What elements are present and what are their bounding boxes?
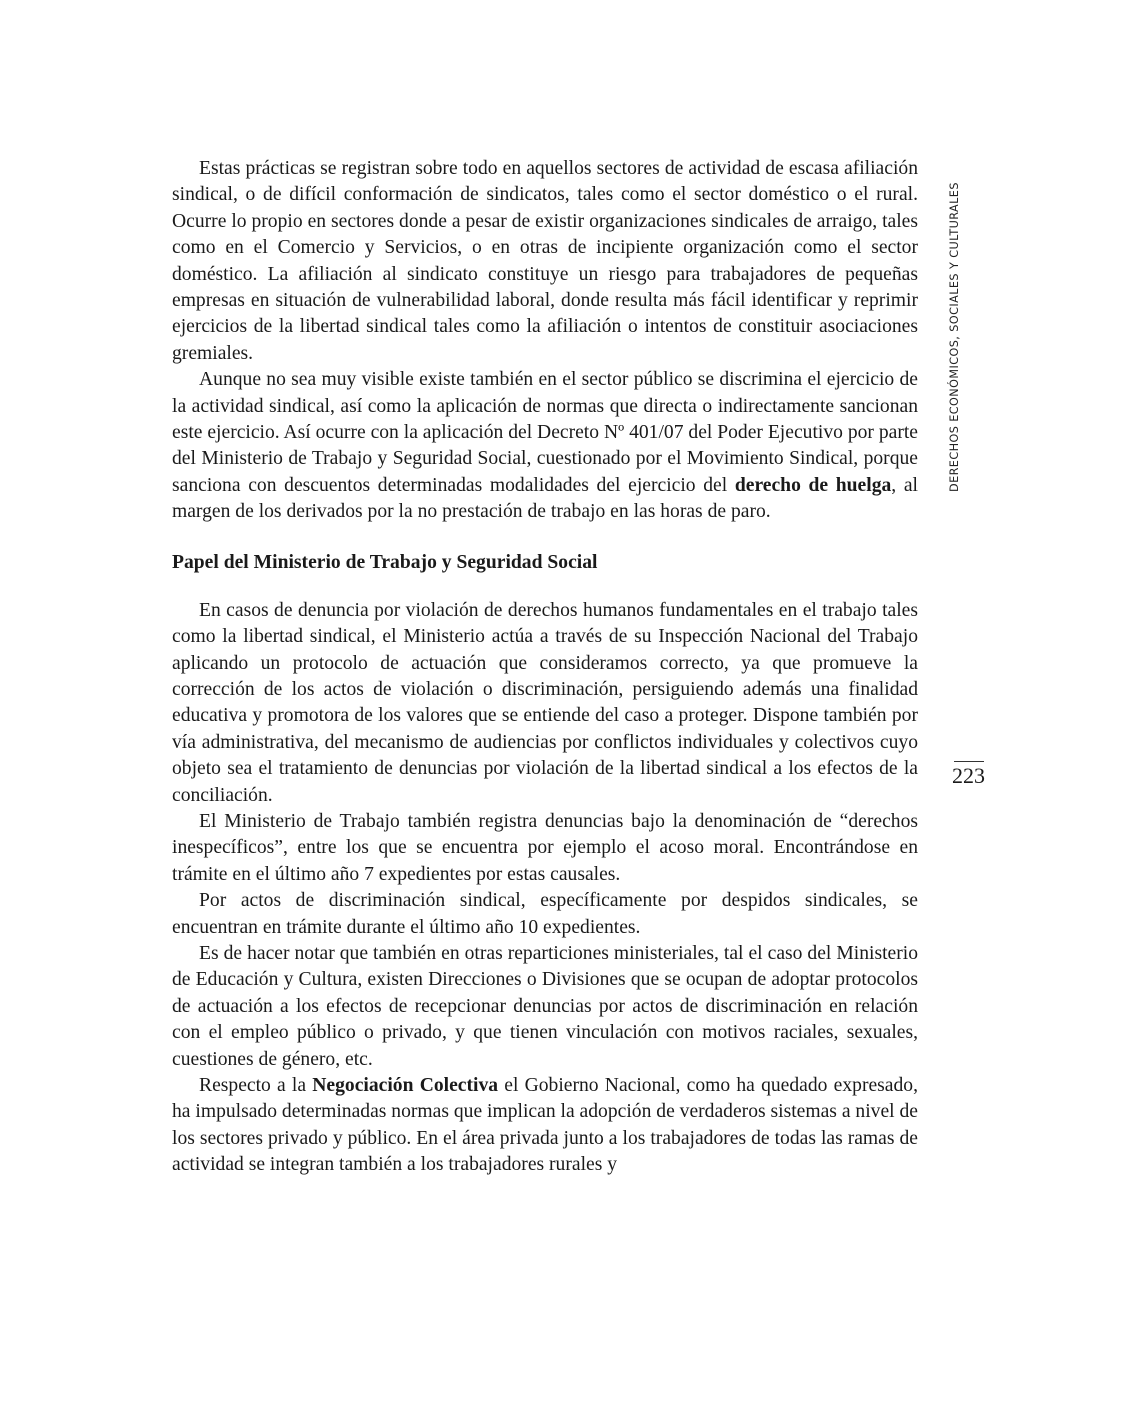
paragraph-2 <box>172 367 918 525</box>
paragraph-5: Por actos de discriminación sindical, específicamente por despidos sindicales, se encuentran en trámite durante el último año 10 expedientes. <box>172 890 918 938</box>
bold-term-negociacion-colectiva: Negociación Colectiva <box>312 1075 499 1096</box>
bold-term-derecho-de-huelga: derecho de huelga <box>734 474 892 496</box>
paragraph-1: Estas prácticas se registran sobre todo en aquellos sectores de actividad de escasa afiliación sindical, o de difícil conformación de sindicatos, tales como el sector doméstico o el rural. Ocurre lo propio en sectores donde a pesar de existir organizaciones sindicales de arraigo, tales como en el Comercio y Servicios, o en otras de incipiente organización como el sector doméstico. La afiliación al sindicato constituye un riesgo para trabajadores de pequeñas empresas en situación de vulnerabilidad laboral, donde resulta más fácil identificar y reprimir ejercicios de la libertad sindical tales como la afiliación o intentos de constituir asociaciones gremiales. <box>172 158 918 364</box>
paragraph-7 <box>172 1073 918 1179</box>
paragraph-7-text-end: el Gobierno Nacional, como ha quedado expresado, ha impulsado determinadas normas que implican la adopción de verdaderos sistemas a nivel de los sectores privado y público. En el área privada junto a los trabajadores de todas las ramas de actividad se integran también a los trabajadores rurales y <box>172 1075 918 1176</box>
paragraph-6: Es de hacer notar que también en otras reparticiones ministeriales, tal el caso del Ministerio de Educación y Cultura, existen Direcciones o Divisiones que se ocupan de adoptar protocolos de actuación a los efectos de recepcionar denuncias por actos de discriminación en relación con el empleo público o privado, y que tienen vinculación con motivos raciales, sexuales, cuestiones de género, etc. <box>172 942 918 1070</box>
paragraph-4: El Ministerio de Trabajo también registra denuncias bajo la denominación de “derechos inespecíficos”, entre los que se encuentra por ejemplo el acoso moral. Encontrándose en trámite en el último año 7 expedientes por estas causales. <box>172 810 918 885</box>
paragraph-2-text-start: Aunque no sea muy visible existe también en el sector público se discrimina el ejercicio de la actividad sindical, así como la aplicación de normas que directa o indirectamente sancionan este ejercicio. Así ocurre con la aplicación del Decreto Nº 401/07 del Poder Ejecutivo por parte del Ministerio de Trabajo y Seguridad Social, cuestionado por el Movimiento Sindical, porque sanciona con descuentos determinadas modalidades del ejercicio del <box>172 369 918 496</box>
running-head: DERECHOS ECONÓMICOS, SOCIALES Y CULTURALES <box>948 182 961 492</box>
section-heading: Papel del Ministerio de Trabajo y Seguridad Social <box>172 551 598 573</box>
paragraph-7-text-start: Respecto a la <box>199 1075 313 1096</box>
page-number-rule <box>954 761 984 762</box>
page-number: 223 <box>952 763 985 788</box>
paragraph-3: En casos de denuncia por violación de derechos humanos fundamentales en el trabajo tales como la libertad sindical, el Ministerio actúa a través de su Inspección Nacional del Trabajo aplicando un protocolo de actuación que consideramos correcto, ya que promueve la corrección de los actos de violación o discriminación, persiguiendo además una finalidad educativa y promotora de los valores que se entiende del caso a proteger. Dispone también por vía administrativa, del mecanismo de audiencias por conflictos individuales y colectivos cuyo objeto sea el tratamiento de denuncias por violación de la libertad sindical a los efectos de la conciliación. <box>172 599 918 806</box>
body-text-column <box>172 156 918 1179</box>
paragraph-2-text-end: , al margen de los derivados por la no prestación de trabajo en las horas de paro. <box>172 474 918 523</box>
